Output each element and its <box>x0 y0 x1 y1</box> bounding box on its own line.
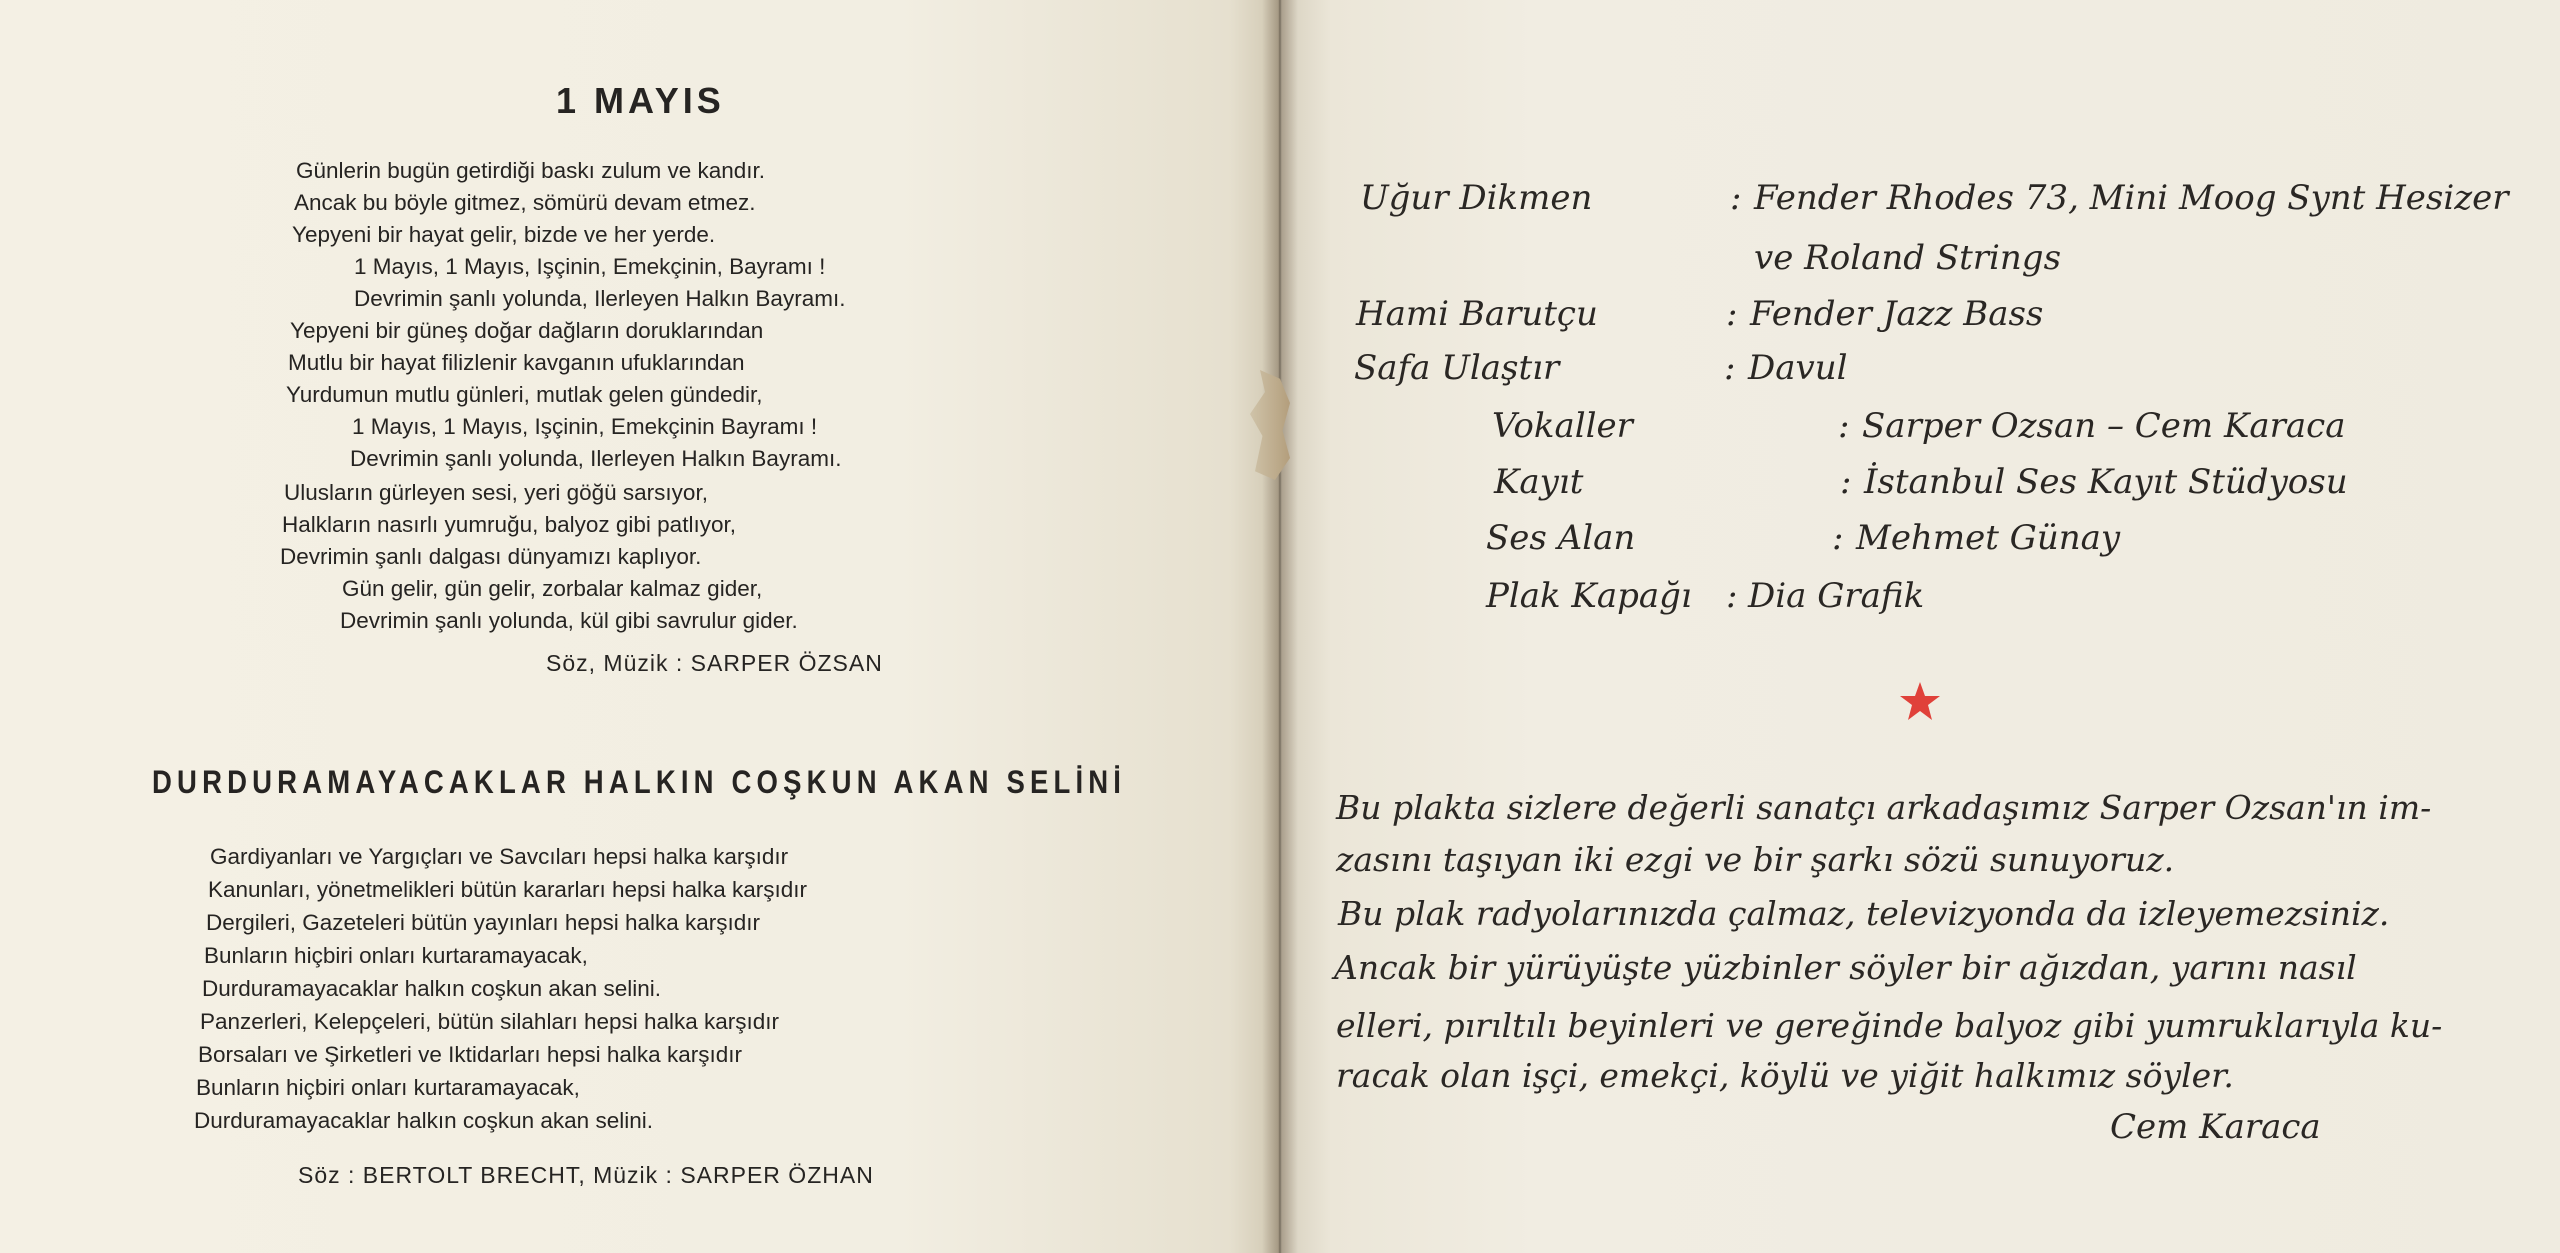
lyric-line: 1 Mayıs, 1 Mayıs, Işçinin, Emekçinin, Bayramı ! <box>354 254 826 279</box>
song1-title: 1 MAYIS <box>556 80 725 121</box>
credit-row <box>1486 516 2526 560</box>
book-spine <box>1262 0 1298 1253</box>
credit-separator: : <box>1726 294 1738 334</box>
lyric-line: Devrimin şanlı yolunda, kül gibi savrulur gider. <box>340 608 798 633</box>
song2-credit: Söz : BERTOLT BRECHT, Müzik : SARPER ÖZHAN <box>298 1162 874 1188</box>
lyric-line: Mutlu bir hayat filizlenir kavganın ufuklarından <box>288 350 745 375</box>
credit-value: Sarper Ozsan – Cem Karaca <box>1862 406 2346 446</box>
lyric-line: Ancak bu böyle gitmez, sömürü devam etmez. <box>294 190 756 215</box>
credit-value: Davul <box>1748 348 1848 388</box>
credit-row <box>1360 176 2540 220</box>
credit-role: Plak Kapağı <box>1486 576 1692 616</box>
signature: Cem Karaca <box>2110 1107 2321 1147</box>
song2-title: DURDURAMAYACAKLAR HALKIN COŞKUN AKAN SELİNİ <box>152 764 1127 800</box>
lyric-line: Devrimin şanlı yolunda, Ilerleyen Halkın Bayramı. <box>354 286 846 311</box>
lyric-line: Ulusların gürleyen sesi, yeri göğü sarsıyor, <box>284 480 708 505</box>
lyric-line: Panzerleri, Kelepçeleri, bütün silahları hepsi halka karşıdır <box>200 1009 780 1034</box>
credit-value: Fender Jazz Bass <box>1750 294 2044 334</box>
note-line: Bu plakta sizlere değerli sanatçı arkadaşımız Sarper Ozsan'ın im- <box>1336 788 2432 827</box>
credit-separator: : <box>1730 178 1742 218</box>
note-line: zasını taşıyan iki ezgi ve bir şarkı sözü sunuyoruz. <box>1336 840 2175 879</box>
red-star-icon <box>1898 680 1942 724</box>
credit-row <box>1356 292 2536 336</box>
lyric-line: Halkların nasırlı yumruğu, balyoz gibi patlıyor, <box>282 512 736 537</box>
lyric-line: Borsaları ve Şirketleri ve Iktidarları hepsi halka karşıdır <box>198 1042 742 1067</box>
lyric-line: Bunların hiçbiri onları kurtaramayacak, <box>196 1075 580 1100</box>
credit-role: Vokaller <box>1492 406 1633 446</box>
credit-role: Uğur Dikmen <box>1360 178 1593 218</box>
credit-value: ve Roland Strings <box>1754 238 2062 278</box>
song1-credit: Söz, Müzik : SARPER ÖZSAN <box>546 650 883 676</box>
lyric-line: Yepyeni bir hayat gelir, bizde ve her yerde. <box>292 222 716 247</box>
note-line: Bu plak radyolarınızda çalmaz, televizyonda da izleyemezsiniz. <box>1338 894 2390 933</box>
credit-value: Fender Rhodes 73, Mini Moog Synt Hesizer <box>1754 178 2509 218</box>
credit-row <box>1492 404 2532 448</box>
credit-separator: : <box>1840 462 1852 502</box>
credit-row <box>1354 346 2534 390</box>
right-page <box>1280 0 2560 1253</box>
credit-separator: : <box>1832 518 1844 558</box>
lyric-line: Durduramayacaklar halkın coşkun akan selini. <box>202 976 661 1001</box>
lyric-line: Gün gelir, gün gelir, zorbalar kalmaz gider, <box>342 576 763 601</box>
credit-value: İstanbul Ses Kayıt Stüdyosu <box>1864 462 2348 502</box>
credit-separator: : <box>1724 348 1736 388</box>
credit-value: Mehmet Günay <box>1856 518 2121 558</box>
credit-row <box>1486 574 2526 618</box>
lyric-line: Devrimin şanlı yolunda, Ilerleyen Halkın Bayramı. <box>350 446 842 471</box>
credit-row <box>1360 236 2540 280</box>
credit-value: Dia Grafik <box>1748 576 1925 616</box>
credit-role: Safa Ulaştır <box>1354 348 1560 388</box>
credit-separator: : <box>1726 576 1738 616</box>
note-line: elleri, pırıltılı beyinleri ve gereğinde balyoz gibi yumruklarıyla ku- <box>1336 1006 2443 1045</box>
credit-row <box>1494 460 2534 504</box>
note-line: racak olan işçi, emekçi, köylü ve yiğit halkımız söyler. <box>1336 1056 2234 1095</box>
credit-separator: : <box>1838 406 1850 446</box>
credit-role: Hami Barutçu <box>1356 294 1598 334</box>
lyric-line: Kanunları, yönetmelikleri bütün kararları hepsi halka karşıdır <box>208 877 808 902</box>
lyric-line: Durduramayacaklar halkın coşkun akan selini. <box>194 1108 653 1133</box>
lyric-line: Devrimin şanlı dalgası dünyamızı kaplıyor. <box>280 544 702 569</box>
lyric-line: Günlerin bugün getirdiği baskı zulum ve kandır. <box>296 158 766 183</box>
lyric-line: Yepyeni bir güneş doğar dağların doruklarından <box>290 318 764 343</box>
credit-role: Ses Alan <box>1486 518 1636 558</box>
lyric-line: Dergileri, Gazeteleri bütün yayınları hepsi halka karşıdır <box>206 910 761 935</box>
lyric-line: Yurdumun mutlu günleri, mutlak gelen gündedir, <box>286 382 763 407</box>
lyric-line: 1 Mayıs, 1 Mayıs, Işçinin, Emekçinin Bayramı ! <box>352 414 818 439</box>
lyric-line: Gardiyanları ve Yargıçları ve Savcıları hepsi halka karşıdır <box>210 844 789 869</box>
note-line: Ancak bir yürüyüşte yüzbinler söyler bir ağızdan, yarını nasıl <box>1334 948 2357 987</box>
credit-role: Kayıt <box>1494 462 1584 502</box>
lyric-line: Bunların hiçbiri onları kurtaramayacak, <box>204 943 588 968</box>
